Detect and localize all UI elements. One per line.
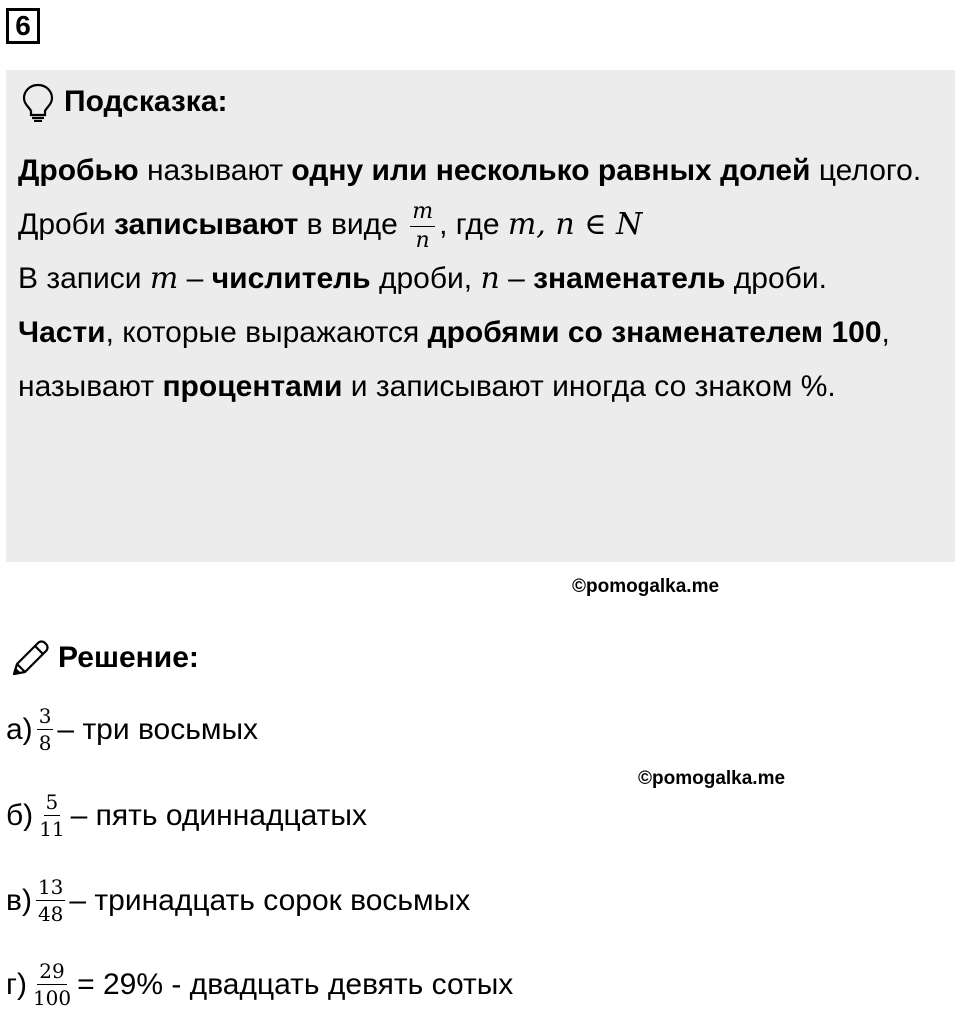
solution-item-c	[6, 877, 470, 924]
hint-panel	[6, 70, 955, 562]
hint-line-2	[18, 198, 948, 252]
text: дроби.	[725, 262, 827, 295]
item-label: б)	[6, 798, 34, 832]
solution-header	[8, 636, 199, 680]
task-number: 6	[6, 8, 40, 44]
text: дроби,	[370, 262, 481, 295]
solution-item-a	[6, 706, 258, 753]
fraction: $\frac{13}{48}$	[37, 875, 64, 926]
text: , называют	[18, 316, 890, 403]
item-text: – три восьмых	[57, 712, 259, 746]
text: В записи	[18, 262, 150, 295]
text: –	[178, 262, 212, 295]
text: в виде	[298, 208, 398, 241]
term-write: записывают	[113, 208, 299, 241]
hint-header	[20, 82, 228, 122]
hint-title: Подсказка:	[64, 85, 228, 118]
term-percent: процентами	[162, 370, 343, 403]
term-fraction: Дробью	[18, 154, 139, 187]
term-denominator: знаменатель	[533, 262, 726, 295]
text: , которые выражаются	[105, 316, 428, 349]
hint-line-1	[18, 144, 948, 198]
solution-item-d	[6, 961, 513, 1008]
math-m: m	[149, 261, 179, 296]
hint-text	[18, 144, 948, 414]
item-label: г)	[6, 967, 27, 1001]
item-label: а)	[6, 712, 33, 746]
fraction-m-over-n: $\frac{m}{n}$	[412, 198, 434, 253]
hint-line-3	[18, 252, 948, 306]
solution-item-b	[6, 792, 367, 839]
fraction: $\frac{3}{8}$	[38, 704, 52, 755]
item-text: – пять одиннадцатых	[70, 798, 367, 832]
term-numerator: числитель	[211, 262, 371, 295]
math-condition: m, n ∈ N	[507, 207, 643, 242]
item-text: – тринадцать сорок восьмых	[69, 883, 471, 917]
text: , где	[439, 208, 508, 241]
solution-title: Решение:	[58, 641, 199, 674]
item-text: = 29% - двадцать девять сотых	[77, 967, 514, 1001]
fraction: $\frac{29}{100}$	[32, 959, 72, 1010]
text: называют	[138, 154, 292, 187]
text: и записывают иногда со знаком %.	[342, 370, 836, 403]
lightbulb-icon	[20, 82, 56, 122]
math-n: n	[480, 261, 500, 296]
term-equal-parts: одну или несколько равных долей	[291, 154, 811, 187]
text: Дроби	[18, 208, 114, 241]
watermark: ©pomogalka.me	[638, 768, 786, 789]
text: целого.	[810, 154, 922, 187]
fraction: $\frac{5}{11}$	[39, 790, 65, 841]
item-label: в)	[6, 883, 32, 917]
pencil-icon	[8, 636, 52, 680]
text: –	[499, 262, 534, 295]
term-parts: Части	[18, 316, 106, 349]
term-denominator-100: дробями со знаменателем 100	[427, 316, 882, 349]
watermark: ©pomogalka.me	[572, 576, 720, 597]
hint-line-4	[18, 306, 948, 414]
